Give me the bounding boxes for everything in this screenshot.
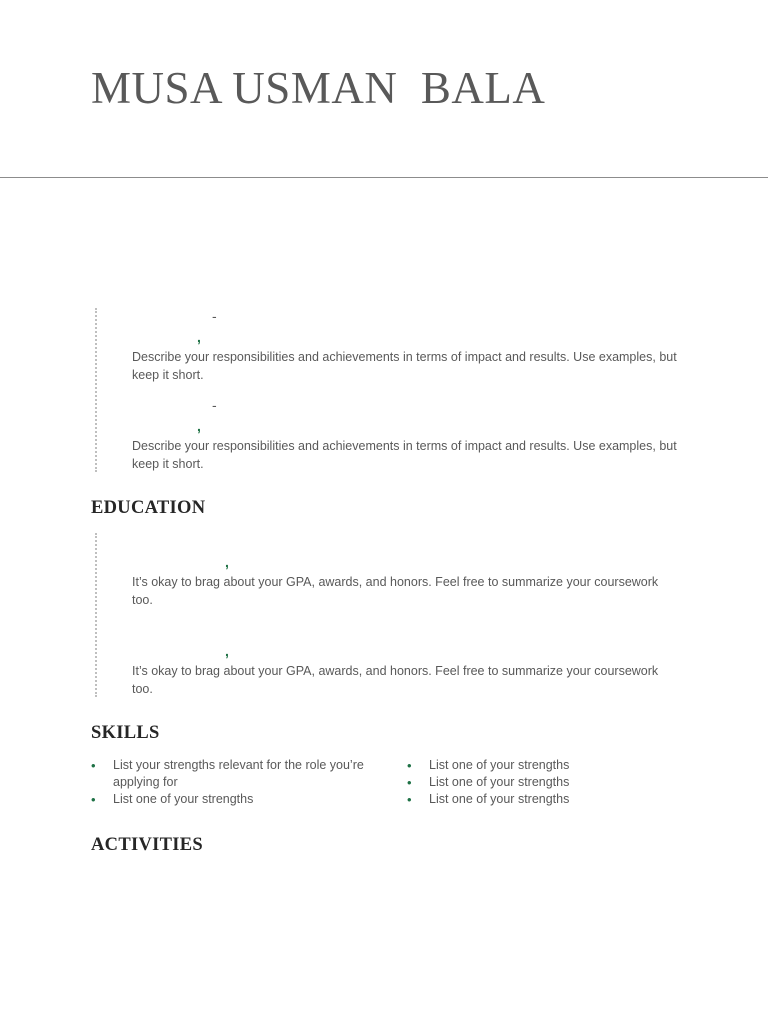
- education-heading: EDUCATION: [91, 498, 206, 518]
- bullet-icon: •: [91, 792, 96, 807]
- education-timeline-line: [95, 533, 97, 697]
- experience-description: Describe your responsibilities and achievements in terms of impact and results. Use examples, but keep it short.: [132, 350, 677, 382]
- skill-item: [407, 757, 667, 774]
- experience-timeline-line: [95, 308, 97, 472]
- skill-text: List your strengths relevant for the role you’re applying for: [113, 758, 364, 789]
- experience-description: Describe your responsibilities and achievements in terms of impact and results. Use examples, but keep it short.: [132, 439, 677, 471]
- bullet-icon: •: [407, 758, 412, 773]
- skill-item: [407, 774, 667, 791]
- activities-heading: ACTIVITIES: [91, 835, 203, 855]
- bullet-icon: •: [91, 758, 96, 773]
- skill-text: List one of your strengths: [113, 792, 254, 806]
- bullet-icon: •: [407, 792, 412, 807]
- education-description: It’s okay to brag about your GPA, awards, and honors. Feel free to summarize your coursework too.: [132, 575, 659, 607]
- skill-text: List one of your strengths: [429, 792, 570, 806]
- skills-list-left: [91, 757, 381, 808]
- skills-list-right: [407, 757, 667, 808]
- skills-heading: SKILLS: [91, 723, 160, 743]
- experience-company-comma: ,: [197, 418, 201, 434]
- skill-item: [91, 791, 381, 808]
- experience-date-dash: -: [212, 397, 217, 413]
- education-school-comma: ,: [225, 554, 229, 570]
- header-divider: [0, 177, 768, 178]
- experience-date-dash: -: [212, 308, 217, 324]
- skill-item: [407, 791, 667, 808]
- skill-text: List one of your strengths: [429, 775, 570, 789]
- skill-item: [91, 757, 381, 791]
- bullet-icon: •: [407, 775, 412, 790]
- experience-company-comma: ,: [197, 329, 201, 345]
- education-description: It’s okay to brag about your GPA, awards, and honors. Feel free to summarize your coursework too.: [132, 664, 659, 696]
- skill-text: List one of your strengths: [429, 758, 570, 772]
- resume-name: MUSA USMAN BALA: [91, 63, 546, 113]
- education-school-comma: ,: [225, 643, 229, 659]
